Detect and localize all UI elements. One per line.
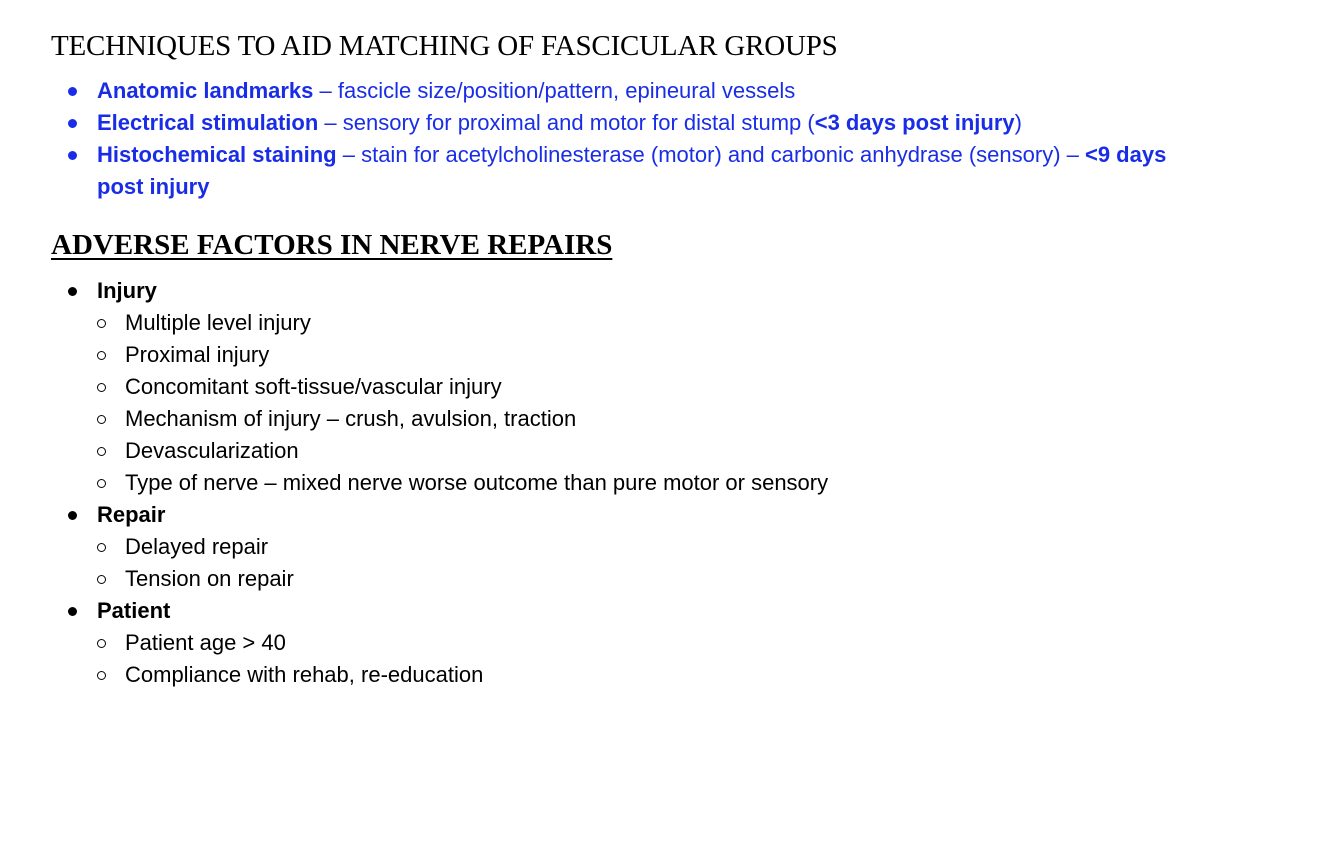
bullet-icon [68, 287, 77, 296]
time-window: <3 days post injury [814, 110, 1015, 135]
list-item: Delayed repair [0, 531, 1334, 563]
section-title-techniques: TECHNIQUES TO AID MATCHING OF FASCICULAR GROUPS [51, 30, 838, 62]
list-item: Type of nerve – mixed nerve worse outcome than pure motor or sensory [0, 467, 1334, 499]
circle-bullet-icon [97, 543, 106, 552]
term-description: – sensory for proximal and motor for distal stump ( [318, 110, 815, 135]
list-item: Tension on repair [0, 563, 1334, 595]
techniques-list [0, 75, 1334, 203]
term-description: – stain for acetylcholinesterase (motor) and carbonic anhydrase (sensory) – [336, 142, 1085, 167]
circle-bullet-icon [97, 575, 106, 584]
term-label: Electrical stimulation [97, 110, 319, 135]
circle-bullet-icon [97, 319, 106, 328]
circle-bullet-icon [97, 639, 106, 648]
section-title-adverse-factors: ADVERSE FACTORS IN NERVE REPAIRS [51, 229, 613, 261]
circle-bullet-icon [97, 447, 106, 456]
time-window-continuation: post injury [97, 174, 210, 199]
list-item: Mechanism of injury – crush, avulsion, traction [0, 403, 1334, 435]
term-description: – fascicle size/position/pattern, epineural vessels [313, 78, 796, 103]
list-item [0, 139, 1334, 171]
list-item: Multiple level injury [0, 307, 1334, 339]
list-item [0, 107, 1334, 139]
bullet-icon [68, 87, 77, 96]
list-item: Compliance with rehab, re-education [0, 659, 1334, 691]
bullet-icon [68, 511, 77, 520]
circle-bullet-icon [97, 351, 106, 360]
circle-bullet-icon [97, 479, 106, 488]
circle-bullet-icon [97, 383, 106, 392]
bullet-icon [68, 607, 77, 616]
bullet-icon [68, 151, 77, 160]
term-label: Histochemical staining [97, 142, 337, 167]
circle-bullet-icon [97, 415, 106, 424]
list-item: Patient age > 40 [0, 627, 1334, 659]
adverse-factors-list [0, 275, 1334, 691]
circle-bullet-icon [97, 671, 106, 680]
bullet-icon [68, 119, 77, 128]
closing-paren: ) [1014, 110, 1022, 135]
group-heading: Repair [0, 499, 1334, 531]
list-item: Concomitant soft-tissue/vascular injury [0, 371, 1334, 403]
list-item: Devascularization [0, 435, 1334, 467]
list-item-continuation [0, 171, 1334, 203]
group-heading: Injury [0, 275, 1334, 307]
list-item [0, 75, 1334, 107]
time-window: <9 days [1084, 142, 1167, 167]
term-label: Anatomic landmarks [97, 78, 314, 103]
group-heading: Patient [0, 595, 1334, 627]
list-item: Proximal injury [0, 339, 1334, 371]
